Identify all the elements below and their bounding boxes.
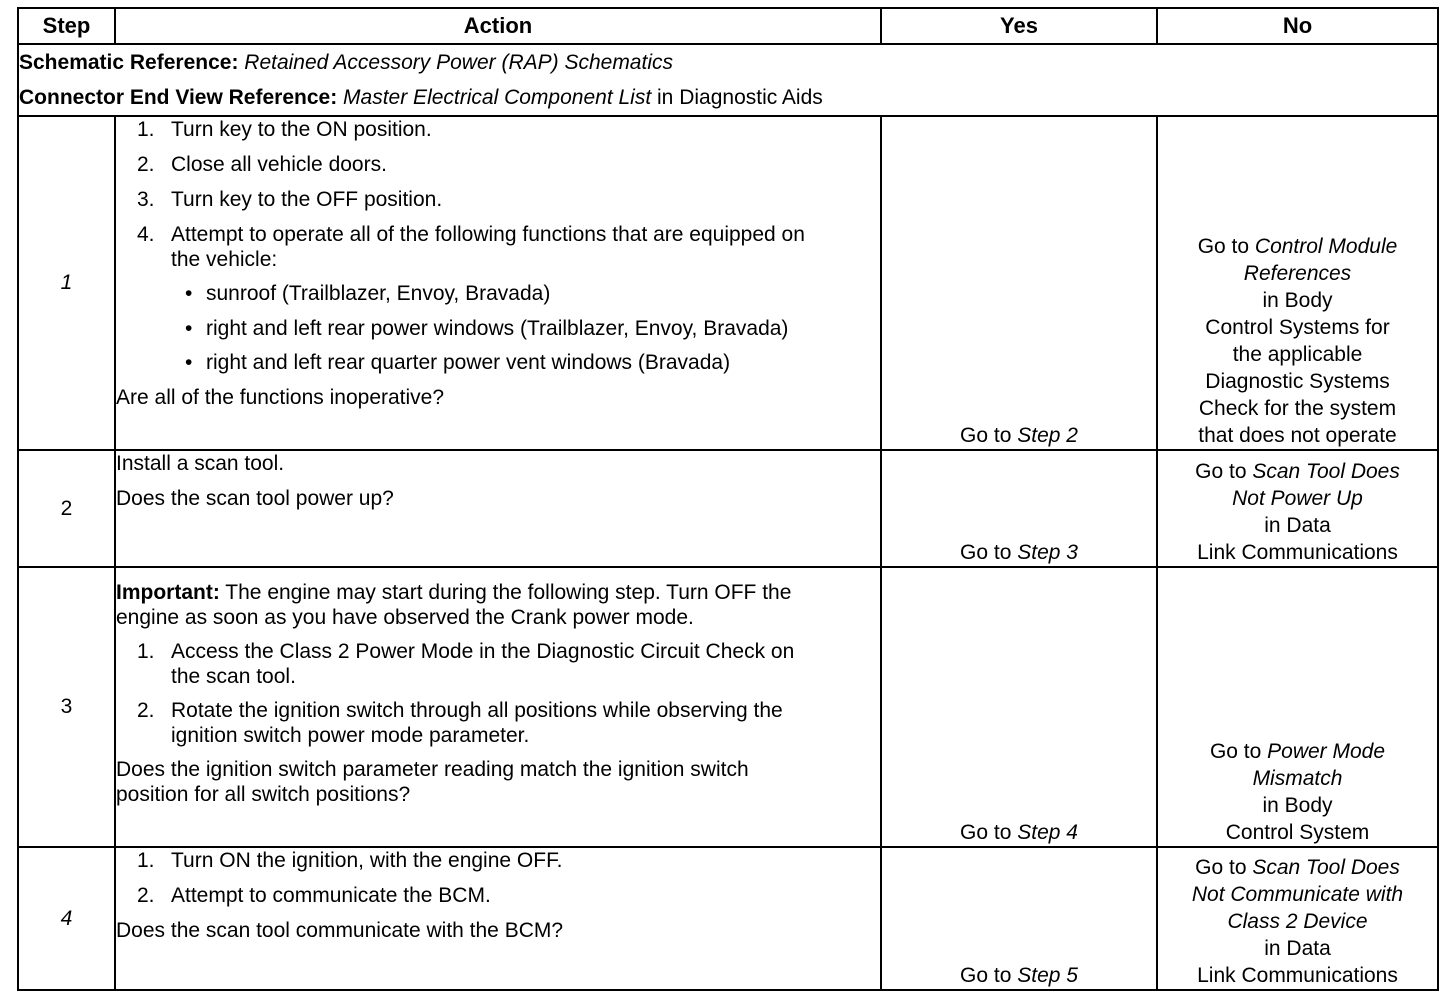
action-cell bbox=[115, 567, 881, 847]
step-question: Does the scan tool power up? bbox=[116, 487, 394, 510]
list-item: 2. Attempt to communicate the BCM. bbox=[137, 884, 491, 907]
no-link[interactable]: Not Communicate with bbox=[1191, 883, 1404, 906]
no-link[interactable]: Control Module bbox=[1254, 235, 1398, 258]
list-item: 2. Rotate the ignition switch through all positions while observing the ignition switch power mode parameter. bbox=[137, 699, 783, 747]
bullet-item: • sunroof (Trailblazer, Envoy, Bravada) bbox=[185, 282, 551, 305]
step-number: 3 bbox=[18, 567, 115, 847]
list-item: 1. Turn key to the ON position. bbox=[137, 118, 432, 141]
action-cell bbox=[115, 847, 881, 990]
yes-cell: Go to Step 4 bbox=[881, 567, 1157, 847]
no-link[interactable]: Not Power Up bbox=[1232, 487, 1363, 510]
step-question: Are all of the functions inoperative? bbox=[116, 386, 445, 409]
no-link[interactable]: Scan Tool Does bbox=[1252, 856, 1400, 879]
schematic-link[interactable]: Retained Accessory Power (RAP) Schematics bbox=[244, 51, 673, 74]
list-item: 2. Close all vehicle doors. bbox=[137, 153, 387, 176]
connector-link[interactable]: Master Electrical Component List bbox=[343, 86, 652, 109]
connector-reference bbox=[19, 80, 1437, 115]
header-row bbox=[18, 8, 1438, 44]
list-item: 1. Turn ON the ignition, with the engine OFF. bbox=[137, 849, 563, 872]
step-question: Does the ignition switch parameter reading match the ignition switch position for all switch positions? bbox=[116, 758, 749, 806]
header-yes: Yes bbox=[881, 8, 1157, 44]
no-link[interactable]: Class 2 Device bbox=[1227, 910, 1368, 933]
step-question: Does the scan tool communicate with the BCM? bbox=[116, 919, 564, 942]
no-link[interactable]: References bbox=[1243, 262, 1352, 285]
no-link[interactable]: Mismatch bbox=[1252, 767, 1343, 790]
connector-label: Connector End View Reference: bbox=[19, 86, 338, 109]
schematic-reference bbox=[19, 45, 1437, 80]
no-cell: Go to Scan Tool Does Not Power Up in Data Link Communications bbox=[1157, 450, 1438, 567]
step-number: 4 bbox=[18, 847, 115, 990]
table-row-step-2 bbox=[18, 450, 1438, 567]
bullet-item: • right and left rear quarter power vent windows (Bravada) bbox=[185, 351, 731, 374]
action-cell: Install a scan tool. Does the scan tool power up? bbox=[115, 450, 881, 567]
list-item: 4. Attempt to operate all of the following functions that are equipped on the vehicle: bbox=[137, 223, 805, 271]
diagnostic-table bbox=[17, 7, 1439, 991]
reference-cell bbox=[18, 44, 1438, 116]
yes-cell: Go to Step 5 bbox=[881, 847, 1157, 990]
important-note: Important: The engine may start during the following step. Turn OFF the engine as soon as you have observed the Crank power mode. bbox=[116, 581, 792, 629]
step-number: 2 bbox=[18, 450, 115, 567]
header-action: Action bbox=[115, 8, 881, 44]
table-row-step-1 bbox=[18, 116, 1438, 450]
yes-link[interactable]: Step 2 bbox=[1017, 424, 1078, 447]
yes-link[interactable]: Step 3 bbox=[1017, 541, 1078, 564]
no-cell: Go to Control Module References in Body Control Systems for the applicable Diagnostic Systems Check for the system that does not operate bbox=[1157, 116, 1438, 450]
step-number: 1 bbox=[18, 116, 115, 450]
yes-link[interactable]: Step 4 bbox=[1017, 821, 1078, 844]
yes-link[interactable]: Step 5 bbox=[1017, 964, 1078, 987]
no-link[interactable]: Scan Tool Does bbox=[1252, 460, 1400, 483]
table-row-step-3 bbox=[18, 567, 1438, 847]
no-cell: Go to Scan Tool Does Not Communicate with Class 2 Device in Data Link Communications bbox=[1157, 847, 1438, 990]
yes-cell: Go to Step 3 bbox=[881, 450, 1157, 567]
yes-cell: Go to Step 2 bbox=[881, 116, 1157, 450]
header-no: No bbox=[1157, 8, 1438, 44]
table-row-step-4 bbox=[18, 847, 1438, 990]
bullet-item: • right and left rear power windows (Trailblazer, Envoy, Bravada) bbox=[185, 317, 789, 340]
list-item: 3. Turn key to the OFF position. bbox=[137, 188, 443, 211]
no-link[interactable]: Power Mode bbox=[1267, 740, 1386, 763]
action-cell bbox=[115, 116, 881, 450]
connector-suffix: in Diagnostic Aids bbox=[657, 86, 823, 109]
reference-row bbox=[18, 44, 1438, 116]
schematic-label: Schematic Reference: bbox=[19, 51, 239, 74]
header-step: Step bbox=[18, 8, 115, 44]
list-item: 1. Access the Class 2 Power Mode in the Diagnostic Circuit Check on the scan tool. bbox=[137, 640, 795, 688]
no-cell: Go to Power Mode Mismatch in Body Control System bbox=[1157, 567, 1438, 847]
